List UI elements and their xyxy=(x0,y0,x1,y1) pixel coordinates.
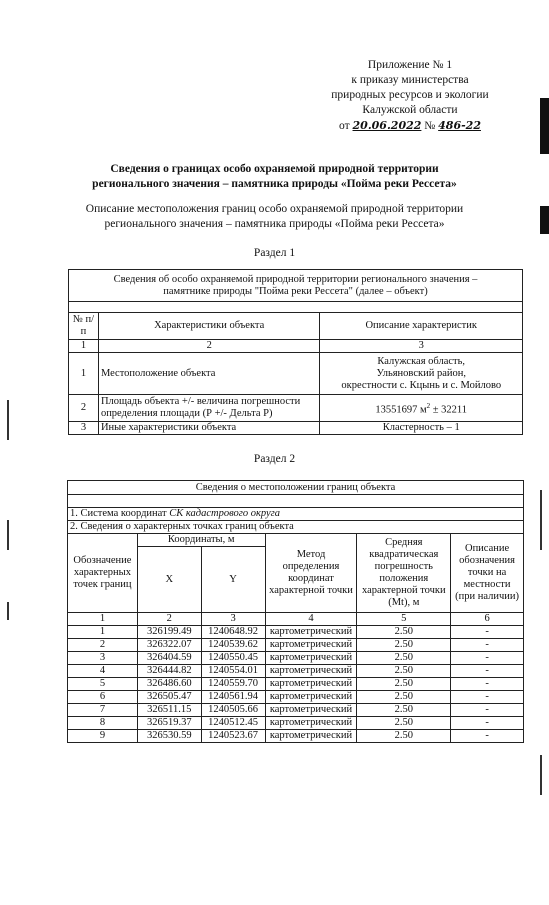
point-description: - xyxy=(451,730,524,743)
point-error: 2.50 xyxy=(357,639,451,652)
index-cell: 1 xyxy=(68,613,138,626)
object-info-title-line-2: памятнике природы "Пойма реки Рессета" (далее – объект) xyxy=(163,285,428,297)
point-description: - xyxy=(451,678,524,691)
point-x: 326511.15 xyxy=(137,704,201,717)
point-method: картометрический xyxy=(265,652,357,665)
document-subtitle-line-1: Описание местоположения границ особо охраняемой природной территории xyxy=(85,203,464,215)
point-error: 2.50 xyxy=(357,730,451,743)
point-method: картометрический xyxy=(265,730,357,743)
appendix-order-line xyxy=(300,118,520,134)
point-error: 2.50 xyxy=(357,665,451,678)
object-info-table xyxy=(68,269,523,435)
appendix-from-label: от xyxy=(339,120,350,132)
point-y: 1240539.62 xyxy=(201,639,265,652)
col-header-method: Метод определения координат характерной точки xyxy=(265,534,357,613)
index-cell: 4 xyxy=(265,613,357,626)
point-description: - xyxy=(451,652,524,665)
index-cell: 5 xyxy=(357,613,451,626)
point-description: - xyxy=(451,639,524,652)
area-label-line-2: определения площади (Р +/- Дельта Р) xyxy=(100,408,273,419)
index-cell: 2 xyxy=(137,613,201,626)
margin-mark-left-3 xyxy=(7,602,9,620)
point-error: 2.50 xyxy=(357,704,451,717)
margin-mark-left-1 xyxy=(7,400,9,440)
point-y: 1240648.92 xyxy=(201,626,265,639)
col-header-y: Y xyxy=(201,547,265,613)
col-header-coordinates: Координаты, м xyxy=(137,534,265,547)
point-method: картометрический xyxy=(265,678,357,691)
point-method: картометрический xyxy=(265,717,357,730)
appendix-line-3: природных ресурсов и экологии xyxy=(331,89,489,101)
location-line-1: Калужская область, xyxy=(377,355,466,367)
section-1-heading: Раздел 1 xyxy=(253,247,296,259)
document-title-line-2: регионального значения – памятника природы «Пойма реки Рессета» xyxy=(92,178,457,190)
point-description: - xyxy=(451,626,524,639)
row-description xyxy=(320,353,523,395)
row-number: 2 xyxy=(69,395,99,422)
table-row xyxy=(68,626,524,639)
boundary-table-title: Сведения о местоположении границ объекта xyxy=(68,481,524,495)
coordinate-system-name: СК кадастрового округа xyxy=(169,508,280,519)
point-x: 326444.82 xyxy=(137,665,201,678)
col-header-description: Описание характеристик xyxy=(320,313,523,340)
row-description: Кластерность – 1 xyxy=(320,422,523,435)
table-row xyxy=(69,395,523,422)
point-y: 1240559.70 xyxy=(201,678,265,691)
point-x: 326519.37 xyxy=(137,717,201,730)
point-x: 326530.59 xyxy=(137,730,201,743)
col-header-point: Обозначение характерных точек границ xyxy=(68,534,138,613)
appendix-line-4: Калужской области xyxy=(362,104,458,116)
area-error: ± 32211 xyxy=(430,404,468,416)
document-subtitle-line-2: регионального значения – памятника природы «Пойма реки Рессета» xyxy=(104,218,445,230)
table-row xyxy=(68,730,524,743)
index-cell: 2 xyxy=(98,340,320,353)
margin-mark-right-1 xyxy=(540,490,542,550)
coordinate-system-row xyxy=(68,508,524,521)
appendix-number-sign: № xyxy=(424,120,436,132)
point-y: 1240523.67 xyxy=(201,730,265,743)
margin-mark-right-2 xyxy=(540,755,542,795)
point-method: картометрический xyxy=(265,626,357,639)
point-y: 1240505.66 xyxy=(201,704,265,717)
points-body xyxy=(68,626,524,743)
table-row xyxy=(68,678,524,691)
area-unit-exponent: 2 xyxy=(426,401,431,410)
point-x: 326486.60 xyxy=(137,678,201,691)
boundary-spacer-row xyxy=(68,495,524,508)
table-row xyxy=(68,717,524,730)
point-error: 2.50 xyxy=(357,717,451,730)
table-row xyxy=(68,665,524,678)
document-subtitle xyxy=(60,202,489,232)
point-description: - xyxy=(451,665,524,678)
row-characteristic xyxy=(98,395,320,422)
point-y: 1240561.94 xyxy=(201,691,265,704)
boundary-points-table xyxy=(67,480,524,743)
point-number: 3 xyxy=(68,652,138,665)
point-x: 326404.59 xyxy=(137,652,201,665)
table-row xyxy=(68,704,524,717)
table-row xyxy=(69,422,523,435)
object-info-title-line-1: Сведения об особо охраняемой природной территории регионального значения – xyxy=(113,273,478,285)
point-y: 1240554.01 xyxy=(201,665,265,678)
points-section-heading: 2. Сведения о характерных точках границ объекта xyxy=(68,521,524,534)
table-row xyxy=(68,691,524,704)
document-title-line-1: Сведения о границах особо охраняемой природной территории xyxy=(110,163,439,175)
appendix-block xyxy=(300,58,520,134)
row-description xyxy=(320,395,523,422)
point-error: 2.50 xyxy=(357,691,451,704)
index-cell: 3 xyxy=(320,340,523,353)
section-2-heading: Раздел 2 xyxy=(253,453,296,465)
point-method: картометрический xyxy=(265,691,357,704)
row-characteristic: Местоположение объекта xyxy=(98,353,320,395)
point-y: 1240550.45 xyxy=(201,652,265,665)
point-method: картометрический xyxy=(265,704,357,717)
point-number: 8 xyxy=(68,717,138,730)
point-description: - xyxy=(451,717,524,730)
point-number: 4 xyxy=(68,665,138,678)
point-error: 2.50 xyxy=(357,678,451,691)
coordinate-system-label: 1. Система координат xyxy=(70,508,170,519)
point-number: 2 xyxy=(68,639,138,652)
point-y: 1240512.45 xyxy=(201,717,265,730)
table-row xyxy=(69,353,523,395)
point-x: 326199.49 xyxy=(137,626,201,639)
appendix-line-2: к приказу министерства xyxy=(351,74,469,86)
table-row xyxy=(68,652,524,665)
row-number: 3 xyxy=(69,422,99,435)
col-header-characteristics: Характеристики объекта xyxy=(98,313,320,340)
point-x: 326322.07 xyxy=(137,639,201,652)
scan-edge-bar-bottom xyxy=(540,206,549,234)
object-info-spacer-row xyxy=(69,302,523,313)
point-number: 6 xyxy=(68,691,138,704)
point-number: 1 xyxy=(68,626,138,639)
index-cell: 3 xyxy=(201,613,265,626)
point-method: картометрический xyxy=(265,639,357,652)
appendix-date: 20.06.2022 xyxy=(352,119,422,132)
point-description: - xyxy=(451,691,524,704)
index-cell: 1 xyxy=(69,340,99,353)
margin-mark-left-2 xyxy=(7,520,9,550)
location-line-3: окрестности с. Кцынь и с. Мойлово xyxy=(341,379,502,391)
row-characteristic: Иные характеристики объекта xyxy=(98,422,320,435)
appendix-line-1: Приложение № 1 xyxy=(367,59,453,71)
appendix-number: 486-22 xyxy=(438,119,481,132)
point-error: 2.50 xyxy=(357,626,451,639)
scan-edge-bar-top xyxy=(540,98,549,154)
col-header-error: Средняя квадратическая погрешность положения характерной точки (Мt), м xyxy=(357,534,451,613)
point-number: 7 xyxy=(68,704,138,717)
point-description: - xyxy=(451,704,524,717)
point-error: 2.50 xyxy=(357,652,451,665)
point-number: 5 xyxy=(68,678,138,691)
col-header-number: № п/п xyxy=(69,313,99,340)
location-line-2: Ульяновский район, xyxy=(376,367,466,379)
document-title xyxy=(60,162,489,192)
point-x: 326505.47 xyxy=(137,691,201,704)
object-info-table-title xyxy=(69,270,523,302)
index-cell: 6 xyxy=(451,613,524,626)
area-value: 13551697 м xyxy=(375,404,427,416)
row-number: 1 xyxy=(69,353,99,395)
table-row xyxy=(68,639,524,652)
col-header-point-description: Описание обозначения точки на местности (при наличии) xyxy=(451,534,524,613)
area-label-line-1: Площадь объекта +/- величина погрешности xyxy=(100,396,301,407)
point-method: картометрический xyxy=(265,665,357,678)
point-number: 9 xyxy=(68,730,138,743)
col-header-x: X xyxy=(137,547,201,613)
